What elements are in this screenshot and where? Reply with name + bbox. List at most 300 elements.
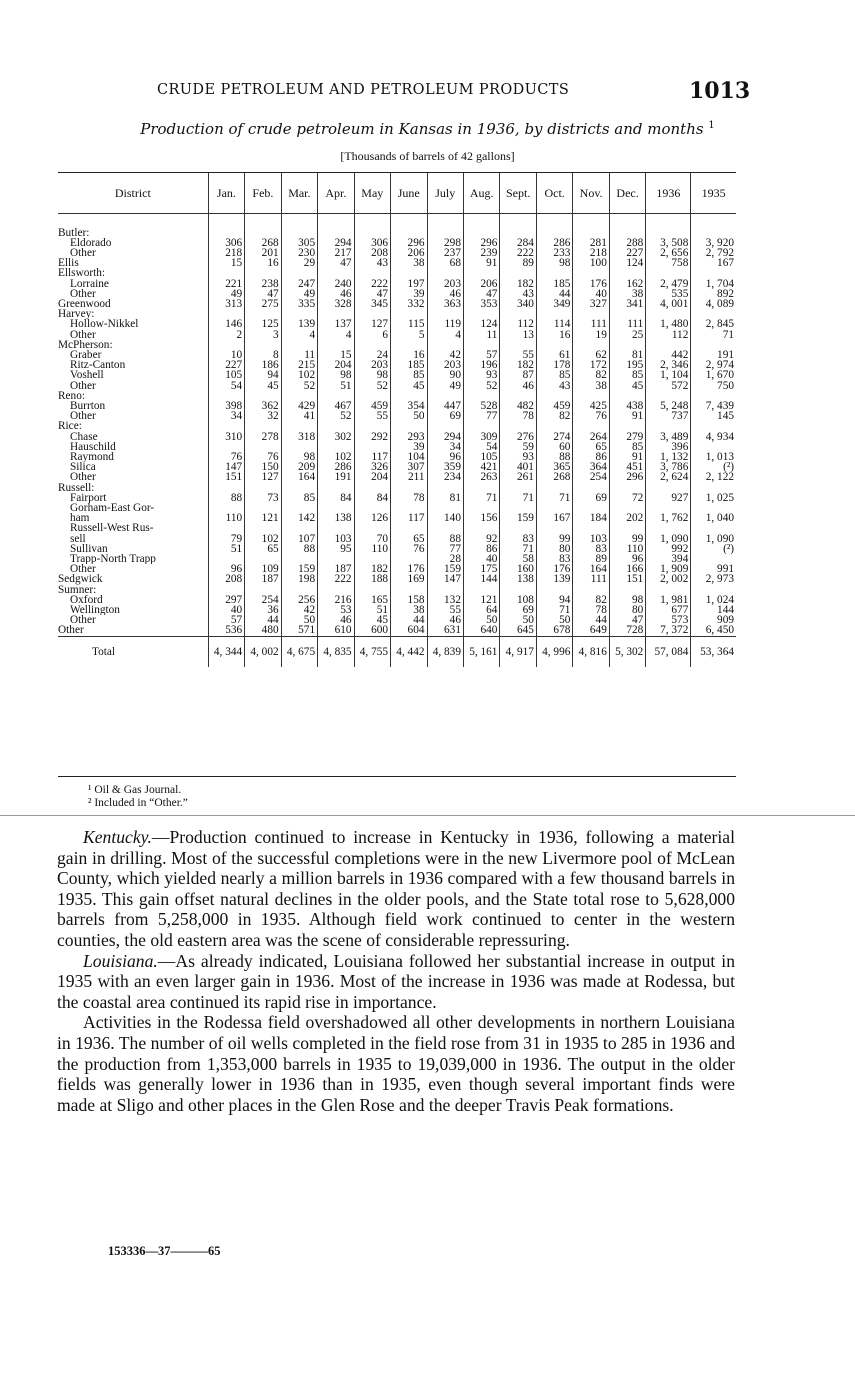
- district-name: Lorraine: [58, 279, 208, 289]
- table-cell: [463, 585, 499, 595]
- table-cell: 102: [318, 452, 354, 462]
- table-cell: 294: [427, 432, 463, 442]
- district-name: Other: [58, 625, 208, 636]
- table-cell: [609, 523, 645, 533]
- table-cell: 62: [573, 350, 609, 360]
- table-cell: 41: [281, 411, 317, 421]
- table-cell: 162: [609, 279, 645, 289]
- table-cell: [500, 421, 536, 431]
- table-cell: 29: [281, 258, 317, 268]
- table-cell: 164: [573, 564, 609, 574]
- table-cell: 104: [391, 452, 427, 462]
- table-cell: 70: [354, 534, 390, 544]
- table-cell: [245, 503, 281, 513]
- table-cell: 38: [391, 605, 427, 615]
- table-cell: 256: [281, 595, 317, 605]
- table-cell: [245, 483, 281, 493]
- table-cell: 77: [427, 544, 463, 554]
- table-cell: 92: [463, 534, 499, 544]
- column-header: July: [427, 173, 463, 213]
- table-row: [58, 625, 736, 636]
- table-cell: [573, 391, 609, 401]
- table-cell: 186: [245, 360, 281, 370]
- table-cell: [354, 585, 390, 595]
- table-cell: 176: [391, 564, 427, 574]
- table-cell: [573, 421, 609, 431]
- table-row: [58, 319, 736, 329]
- table-row: [58, 289, 736, 299]
- table-cell: 85: [391, 370, 427, 380]
- table-row: [58, 238, 736, 248]
- table-cell: [245, 523, 281, 533]
- caption-footnote-mark: 1: [708, 120, 715, 131]
- table-cell: 327: [573, 299, 609, 309]
- table-cell: 107: [281, 534, 317, 544]
- table-cell: 79: [208, 534, 244, 544]
- table-cell: 169: [391, 574, 427, 584]
- table-cell: 218: [573, 248, 609, 258]
- table-cell: 156: [463, 513, 499, 523]
- table-cell: [208, 503, 244, 513]
- table-cell: 165: [354, 595, 390, 605]
- table-cell: [281, 421, 317, 431]
- table-cell: [536, 309, 572, 319]
- table-cell: 94: [536, 595, 572, 605]
- table-cell: 32: [245, 411, 281, 421]
- table-cell: 46: [500, 381, 536, 391]
- table-cell: 185: [391, 360, 427, 370]
- table-cell: 105: [463, 452, 499, 462]
- table-cell: 286: [536, 238, 572, 248]
- table-cell: [281, 268, 317, 278]
- table-cell: 93: [463, 370, 499, 380]
- table-cell: 45: [609, 381, 645, 391]
- table-cell: [500, 228, 536, 238]
- table-cell: 47: [245, 289, 281, 299]
- district-name: Raymond: [58, 452, 208, 462]
- table-cell: 178: [536, 360, 572, 370]
- table-cell: 459: [536, 401, 572, 411]
- table-cell: 631: [427, 625, 463, 636]
- table-cell: 536: [208, 625, 244, 636]
- table-cell: 52: [318, 411, 354, 421]
- table-cell: 76: [573, 411, 609, 421]
- table-cell: 1, 909: [646, 564, 691, 574]
- table-row: [58, 452, 736, 462]
- table-cell: [646, 503, 691, 513]
- table-cell: [281, 442, 317, 452]
- table-cell: 55: [427, 605, 463, 615]
- total-cell: 5, 161: [463, 636, 499, 667]
- table-cell: [208, 442, 244, 452]
- table-cell: [208, 554, 244, 564]
- table-cell: [318, 554, 354, 564]
- table-cell: 640: [463, 625, 499, 636]
- table-cell: 275: [245, 299, 281, 309]
- table-cell: [646, 421, 691, 431]
- table-row: [58, 401, 736, 411]
- table-cell: 238: [245, 279, 281, 289]
- table-cell: 286: [318, 462, 354, 472]
- table-cell: 3, 920: [705, 237, 734, 248]
- table-cell: [208, 309, 244, 319]
- table-cell: 306: [208, 238, 244, 248]
- table-cell: 98: [536, 258, 572, 268]
- table-cell: 127: [245, 472, 281, 482]
- table-cell: [536, 421, 572, 431]
- table-cell: [318, 483, 354, 493]
- total-label: Total: [58, 636, 208, 667]
- district-name: Wellington: [58, 605, 208, 615]
- total-cell: 4, 996: [536, 636, 572, 667]
- table-cell: [427, 228, 463, 238]
- table-row: [58, 462, 736, 472]
- table-cell: 24: [354, 350, 390, 360]
- district-name: Sumner:: [58, 585, 208, 595]
- table-cell: 254: [573, 472, 609, 482]
- table-cell: 145: [717, 411, 734, 422]
- table-cell: 203: [427, 360, 463, 370]
- table-cell: [391, 483, 427, 493]
- table-cell: 112: [500, 319, 536, 329]
- district-name: Silica: [58, 462, 208, 472]
- table-cell: [573, 483, 609, 493]
- table-cell: 98: [354, 370, 390, 380]
- table-cell: 71: [536, 493, 572, 503]
- table-row: [58, 574, 736, 584]
- table-cell: 77: [463, 411, 499, 421]
- table-cell: [427, 523, 463, 533]
- table-cell: 254: [245, 595, 281, 605]
- table-cell: 54: [208, 381, 244, 391]
- table-cell: 992: [646, 544, 691, 554]
- paragraph-kentucky: [57, 827, 735, 951]
- table-cell: 50: [391, 411, 427, 421]
- table-cell: 105: [208, 370, 244, 380]
- table-cell: [536, 340, 572, 350]
- table-cell: 100: [573, 258, 609, 268]
- table-cell: 125: [245, 319, 281, 329]
- table-cell: 216: [318, 595, 354, 605]
- table-cell: 60: [536, 442, 572, 452]
- table-cell: 38: [391, 258, 427, 268]
- table-cell: 140: [427, 513, 463, 523]
- table-cell: 227: [609, 248, 645, 258]
- table-row: [58, 330, 736, 340]
- table-cell: 284: [500, 238, 536, 248]
- table-row: [58, 258, 736, 268]
- table-cell: 2: [208, 330, 244, 340]
- table-cell: 482: [500, 401, 536, 411]
- table-cell: 677: [646, 605, 691, 615]
- table-units: [Thousands of barrels of 42 gallons]: [340, 149, 515, 163]
- table-cell: [427, 585, 463, 595]
- district-name: Greenwood: [58, 299, 208, 309]
- table-cell: 78: [391, 493, 427, 503]
- table-cell: 4, 089: [705, 298, 734, 310]
- district-name: Chase: [58, 432, 208, 442]
- table-cell: 85: [536, 370, 572, 380]
- column-header: Aug.: [463, 173, 499, 213]
- table-cell: [463, 503, 499, 513]
- column-header: Nov.: [573, 173, 609, 213]
- table-cell: [500, 309, 536, 319]
- table-cell: [691, 309, 736, 319]
- table-cell: [463, 523, 499, 533]
- total-cell: 4, 835: [318, 636, 354, 667]
- table-cell: 96: [427, 452, 463, 462]
- table-cell: [691, 268, 736, 278]
- table-cell: 85: [609, 442, 645, 452]
- table-cell: 196: [463, 360, 499, 370]
- table-cell: [573, 523, 609, 533]
- table-cell: 71: [500, 544, 536, 554]
- table-cell: 362: [245, 401, 281, 411]
- table-cell: 44: [573, 615, 609, 625]
- table-cell: [691, 503, 736, 513]
- table-cell: 203: [427, 279, 463, 289]
- table-cell: [609, 503, 645, 513]
- table-cell: 138: [500, 574, 536, 584]
- table-cell: 96: [208, 564, 244, 574]
- table-row: [58, 299, 736, 309]
- table-cell: [318, 268, 354, 278]
- table-cell: 91: [609, 452, 645, 462]
- table-cell: 313: [208, 299, 244, 309]
- table-cell: [573, 585, 609, 595]
- printer-line: 153336—37———65: [108, 1244, 221, 1258]
- table-cell: 354: [391, 401, 427, 411]
- table-cell: [609, 228, 645, 238]
- table-row: [58, 432, 736, 442]
- table-cell: [573, 228, 609, 238]
- table-cell: 49: [281, 289, 317, 299]
- table-cell: [245, 340, 281, 350]
- table-cell: 6, 450: [705, 625, 734, 637]
- table-cell: 2, 974: [705, 360, 734, 371]
- table-cell: 278: [245, 432, 281, 442]
- table-cell: 52: [463, 381, 499, 391]
- table-cell: 111: [609, 319, 645, 329]
- table-cell: 85: [281, 493, 317, 503]
- table-cell: [245, 554, 281, 564]
- column-header: May: [354, 173, 390, 213]
- table-cell: 47: [463, 289, 499, 299]
- table-cell: 222: [354, 279, 390, 289]
- table-cell: 4: [427, 330, 463, 340]
- district-name: Russell:: [58, 483, 208, 493]
- table-cell: 59: [500, 442, 536, 452]
- table-cell: 394: [646, 554, 691, 564]
- table-cell: 11: [281, 350, 317, 360]
- table-cell: [391, 268, 427, 278]
- table-cell: [281, 483, 317, 493]
- table-cell: 737: [646, 411, 691, 421]
- table-cell: 1, 704: [705, 278, 734, 289]
- table-cell: 16: [245, 258, 281, 268]
- table-cell: 40: [573, 289, 609, 299]
- column-header: Sept.: [500, 173, 536, 213]
- column-header: June: [391, 173, 427, 213]
- table-cell: 164: [281, 472, 317, 482]
- table-cell: 345: [354, 299, 390, 309]
- total-cell: 5, 302: [609, 636, 645, 667]
- table-cell: 46: [427, 615, 463, 625]
- table-cell: 61: [536, 350, 572, 360]
- table-cell: 52: [354, 381, 390, 391]
- page-number: 1013: [689, 78, 751, 104]
- table-cell: 19: [573, 330, 609, 340]
- table-cell: 927: [646, 493, 691, 503]
- total-cell: 4, 839: [427, 636, 463, 667]
- table-cell: 88: [427, 534, 463, 544]
- column-header: Dec.: [609, 173, 645, 213]
- table-cell: 69: [427, 411, 463, 421]
- table-cell: [500, 340, 536, 350]
- table-cell: 43: [536, 381, 572, 391]
- table-cell: [646, 228, 691, 238]
- table-row: [58, 442, 736, 452]
- table-cell: 305: [281, 238, 317, 248]
- table-cell: 53: [318, 605, 354, 615]
- district-name: Other: [58, 411, 208, 421]
- table-cell: 144: [717, 605, 734, 616]
- table-cell: [536, 228, 572, 238]
- table-cell: 268: [536, 472, 572, 482]
- table-cell: 139: [281, 319, 317, 329]
- table-cell: 7, 372: [646, 625, 691, 636]
- table-cell: [463, 483, 499, 493]
- table-cell: [536, 523, 572, 533]
- table-cell: 204: [354, 472, 390, 482]
- table-cell: 111: [573, 319, 609, 329]
- table-cell: [646, 309, 691, 319]
- table-cell: 151: [208, 472, 244, 482]
- total-cell: 4, 675: [281, 636, 317, 667]
- total-row: [58, 636, 736, 667]
- table-cell: 421: [463, 462, 499, 472]
- table-cell: 288: [609, 238, 645, 248]
- table-cell: 1, 132: [646, 452, 691, 462]
- table-cell: [463, 309, 499, 319]
- table-cell: 47: [609, 615, 645, 625]
- table-cell: 2, 973: [705, 574, 734, 585]
- table-cell: [463, 340, 499, 350]
- table-cell: 206: [391, 248, 427, 258]
- table-cell: 81: [609, 350, 645, 360]
- table-cell: 159: [281, 564, 317, 574]
- table-cell: 38: [573, 381, 609, 391]
- table-cell: [318, 503, 354, 513]
- table-cell: 233: [536, 248, 572, 258]
- table-cell: [391, 340, 427, 350]
- table-cell: 65: [245, 544, 281, 554]
- table-row: [58, 350, 736, 360]
- table-row: [58, 615, 736, 625]
- table-cell: 7, 439: [705, 400, 734, 412]
- table-cell: [318, 228, 354, 238]
- table-cell: 91: [609, 411, 645, 421]
- table-cell: 1, 040: [705, 513, 734, 524]
- table-row: [58, 279, 736, 289]
- table-cell: 191: [717, 349, 734, 361]
- table-header-row: [58, 173, 736, 213]
- district-name: Other: [58, 615, 208, 625]
- table-cell: 151: [609, 574, 645, 584]
- table-cell: 25: [609, 330, 645, 340]
- column-header: 1936: [646, 173, 691, 213]
- table-cell: 2, 479: [646, 279, 691, 289]
- footnotes: [88, 784, 188, 810]
- table-cell: 166: [609, 564, 645, 574]
- table-cell: [354, 554, 390, 564]
- total-cell: 4, 917: [500, 636, 536, 667]
- table-row: [58, 554, 736, 564]
- table-cell: [391, 503, 427, 513]
- table-cell: [691, 523, 736, 533]
- table-cell: 480: [245, 625, 281, 636]
- table-cell: 98: [609, 595, 645, 605]
- table-cell: [646, 340, 691, 350]
- table-cell: 78: [573, 605, 609, 615]
- table-cell: 429: [281, 401, 317, 411]
- table-cell: 167: [717, 258, 734, 269]
- column-header: Oct.: [536, 173, 572, 213]
- table-row: [58, 228, 736, 238]
- table-row: [58, 340, 736, 350]
- table-cell: 892: [717, 288, 734, 299]
- table-cell: [427, 340, 463, 350]
- district-name: Ellis: [58, 258, 208, 268]
- table-cell: 218: [208, 248, 244, 258]
- table-cell: 83: [500, 534, 536, 544]
- table-cell: 359: [427, 462, 463, 472]
- table-cell: 40: [208, 605, 244, 615]
- table-cell: [646, 391, 691, 401]
- table-cell: [208, 585, 244, 595]
- table-cell: 43: [354, 258, 390, 268]
- table-cell: [691, 421, 736, 431]
- table-cell: 296: [609, 472, 645, 482]
- table-cell: 293: [391, 432, 427, 442]
- district-name: Trapp-North Trapp: [58, 554, 208, 564]
- table-cell: 182: [500, 360, 536, 370]
- table-cell: 187: [318, 564, 354, 574]
- table-cell: 13: [500, 330, 536, 340]
- total-cell: 4, 344: [208, 636, 244, 667]
- table-cell: [691, 391, 736, 401]
- table-cell: [609, 421, 645, 431]
- table-cell: 43: [500, 289, 536, 299]
- table-cell: 276: [500, 432, 536, 442]
- table-cell: 8: [245, 350, 281, 360]
- column-header: 1935: [691, 173, 736, 213]
- table-cell: 247: [281, 279, 317, 289]
- table-cell: 3: [245, 330, 281, 340]
- district-name: Other: [58, 330, 208, 340]
- table-cell: 274: [536, 432, 572, 442]
- table-cell: [354, 523, 390, 533]
- table-cell: 103: [573, 534, 609, 544]
- district-name: Other: [58, 289, 208, 299]
- table-cell: 4: [281, 330, 317, 340]
- table-cell: 16: [536, 330, 572, 340]
- district-name: Oxford: [58, 595, 208, 605]
- table-cell: 2, 122: [705, 472, 734, 483]
- table-cell: 49: [427, 381, 463, 391]
- table-cell: [354, 228, 390, 238]
- table-cell: 326: [354, 462, 390, 472]
